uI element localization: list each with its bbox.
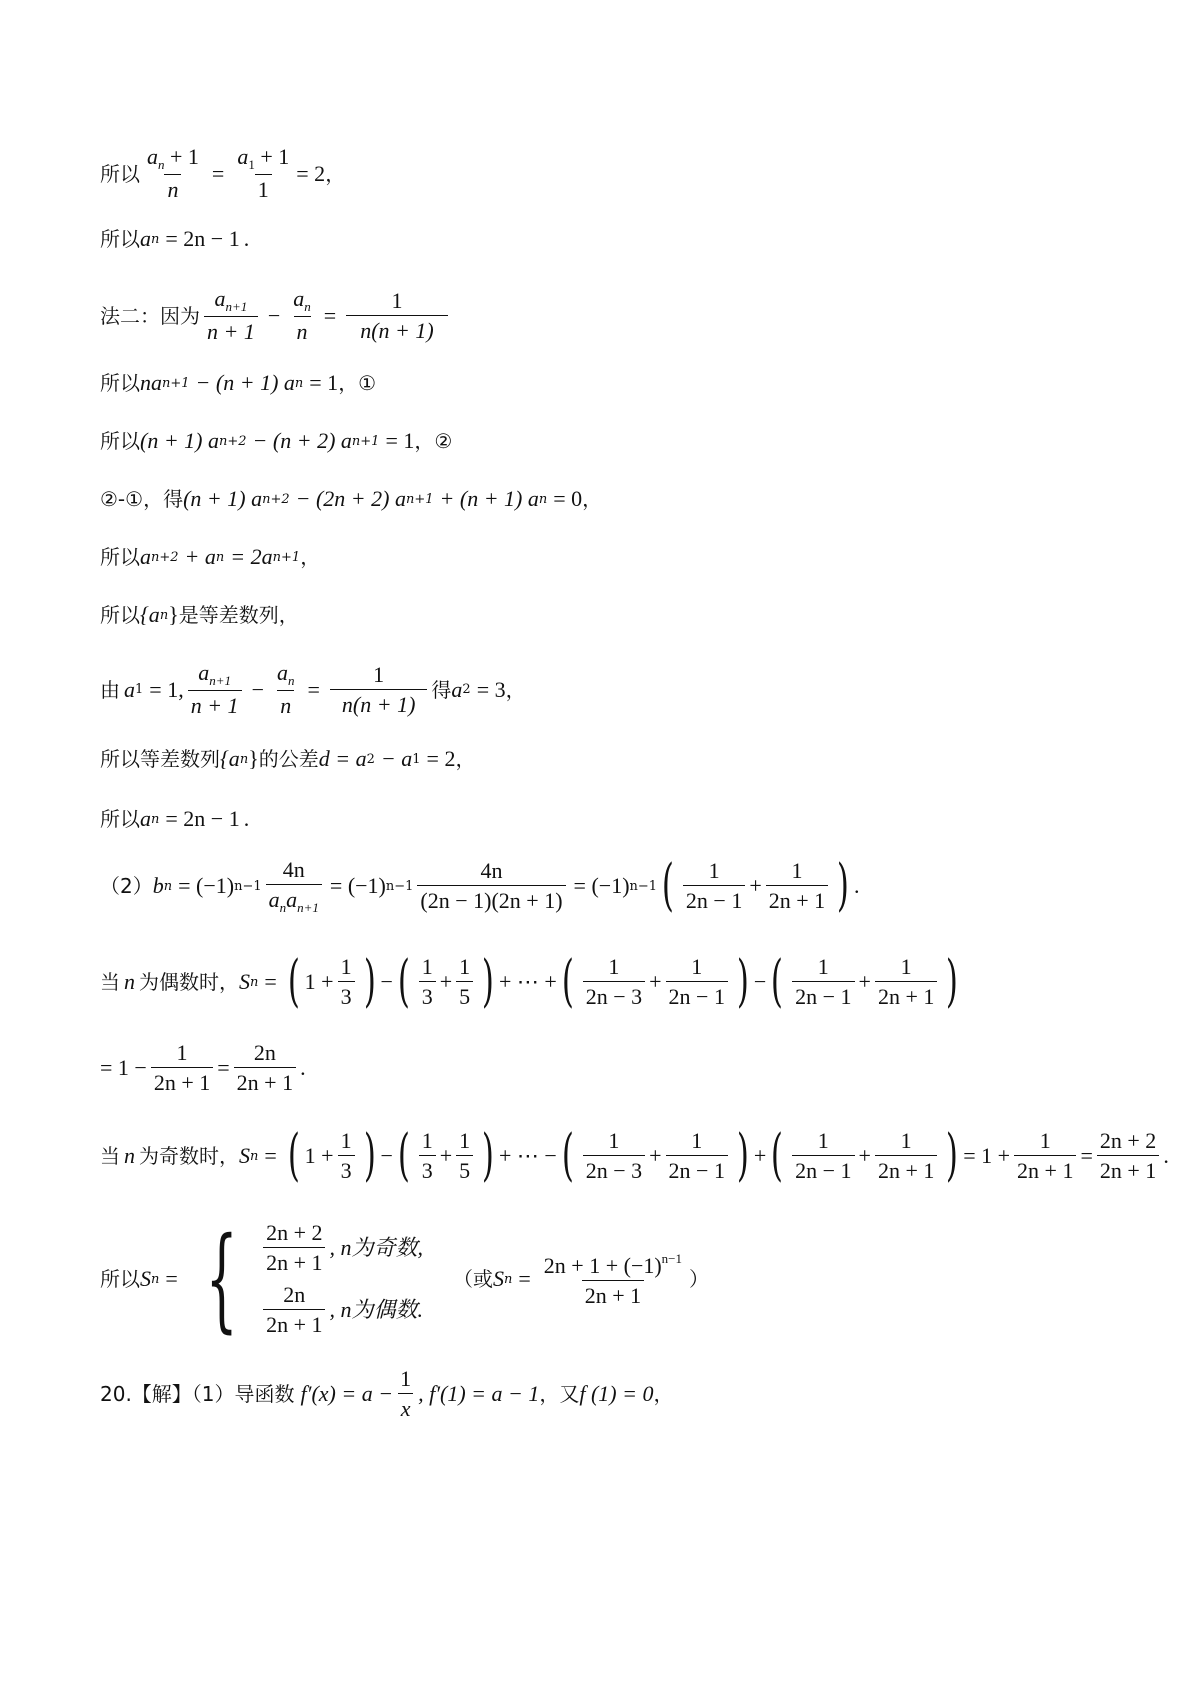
line-4: 所以 na n+1 − (n + 1) a n = 1 ，① (100, 370, 377, 395)
line-7: 所以 a n+2 + a n = 2a n+1 ， (100, 544, 321, 569)
line-3: 法二：因为 $\frac{a_{n+1}}{n + 1}$ − $\frac{a_n}{n}$ = $\frac{1}{n(n + 1)}$ (100, 288, 452, 343)
line-11: 所以 a n = 2n − 1 . (100, 806, 250, 831)
fraction: $\frac{4n}{(2n - 1)(2n + 1)}$ (417, 860, 565, 912)
fraction: $\frac{1}{2n - 1}$ (683, 860, 745, 912)
line-8: 所以 {a n } 是等差数列， (100, 602, 299, 627)
fraction: $\frac{1}{2n + 1}$ (766, 860, 828, 912)
left-brace: { (205, 1214, 238, 1344)
line-16: 所以 S n = { $\frac{2n + 2}{2n + 1}$ , n为奇数, $\frac{2n}{2n + 1}$ , n为偶数. （或 S n = $\frac{2n + 1 + (-1)^{n-1}}{2n + 1}$ ） (100, 1214, 710, 1344)
line-15: 当 n 为奇数时， S n = ( 1 + $\frac{1}{3}$ ) − ( $\frac{1}{3}$ + $\frac{1}{5}$ ) + ⋯ − ( $\frac{1}{2n - 3}$ + $\frac{1}{2n - 1}$ ) + ( $\frac{1}{2n - 1}$ + $\frac{1}{2n + 1}$ ) = 1 + $\frac{1}{2n + 1}$ = $\frac{2n + 2}{2n + 1}$ . (100, 1123, 1169, 1188)
piecewise-cases: $\frac{2n + 2}{2n + 1}$ , n为奇数, $\frac{2n}{2n + 1}$ , n为偶数. (259, 1222, 423, 1336)
fraction: $\frac{a_{n+1}}{n + 1}$ (204, 288, 258, 343)
fraction: $\frac{1}{n(n + 1)}$ (330, 664, 428, 716)
line-13: 当 n 为偶数时， S n = ( 1 + $\frac{1}{3}$ ) − ( $\frac{1}{3}$ + $\frac{1}{5}$ ) + ⋯ + ( $\frac{1}{2n - 3}$ + $\frac{1}{2n - 1}$ ) − ( $\frac{1}{2n - 1}$ + $\frac{1}{2n + 1}$ ) (100, 949, 959, 1014)
line-10: 所以等差数列 {a n } 的公差 d = a 2 − a 1 = 2 ， (100, 746, 476, 771)
line-12: （2） b n = (−1) n−1 $\frac{4n}{a_na_{n+1}}$ = (−1) n−1 $\frac{4n}{(2n - 1)(2n + 1)}$ = (−1) n−1 ( $\frac{1}{2n - 1}$ + $\frac{1}{2n + 1}$ ) . (100, 853, 860, 918)
line-6: ②-①，得 (n + 1) a n+2 − (2n + 2) a n+1 + (n + 1) a n = 0 ， (100, 486, 603, 511)
fraction: $\frac{a_n}{n}$ (293, 286, 311, 344)
fraction: $\frac{a_1 + 1}{1}$ (237, 144, 290, 202)
line-9: 由 a 1 = 1, $\frac{a_{n+1}}{n + 1}$ − $\frac{a_n}{n}$ = $\frac{1}{n(n + 1)}$ 得 a 2 = 3 ， (100, 660, 526, 718)
line-5: 所以 (n + 1) a n+2 − (n + 2) a n+1 = 1 ，② (100, 428, 453, 453)
line-2: 所以 a n = 2n − 1 . (100, 226, 250, 251)
fraction: $\frac{a_n + 1}{n}$ (147, 144, 199, 202)
line-1: 所以 $\frac{a_n + 1}{n}$ = $\frac{a_1 + 1}{1}$ = 2 ， (100, 144, 346, 202)
line-17: 20.【解】（1）导函数 f′(x) = a − $\frac{1}{x}$ , f′(1) = a − 1 ，又 f (1) = 0 ， (100, 1366, 674, 1421)
fraction: $\frac{4n}{a_na_{n+1}}$ (266, 859, 322, 914)
text: 所以 (100, 161, 140, 186)
line-14: = 1 − $\frac{1}{2n + 1}$ = $\frac{2n}{2n + 1}$ . (100, 1040, 306, 1095)
fraction: $\frac{1}{n(n + 1)}$ (346, 290, 448, 342)
fraction: $\frac{a_{n+1}}{n + 1}$ (188, 662, 242, 717)
fraction: $\frac{a_n}{n}$ (276, 660, 295, 718)
